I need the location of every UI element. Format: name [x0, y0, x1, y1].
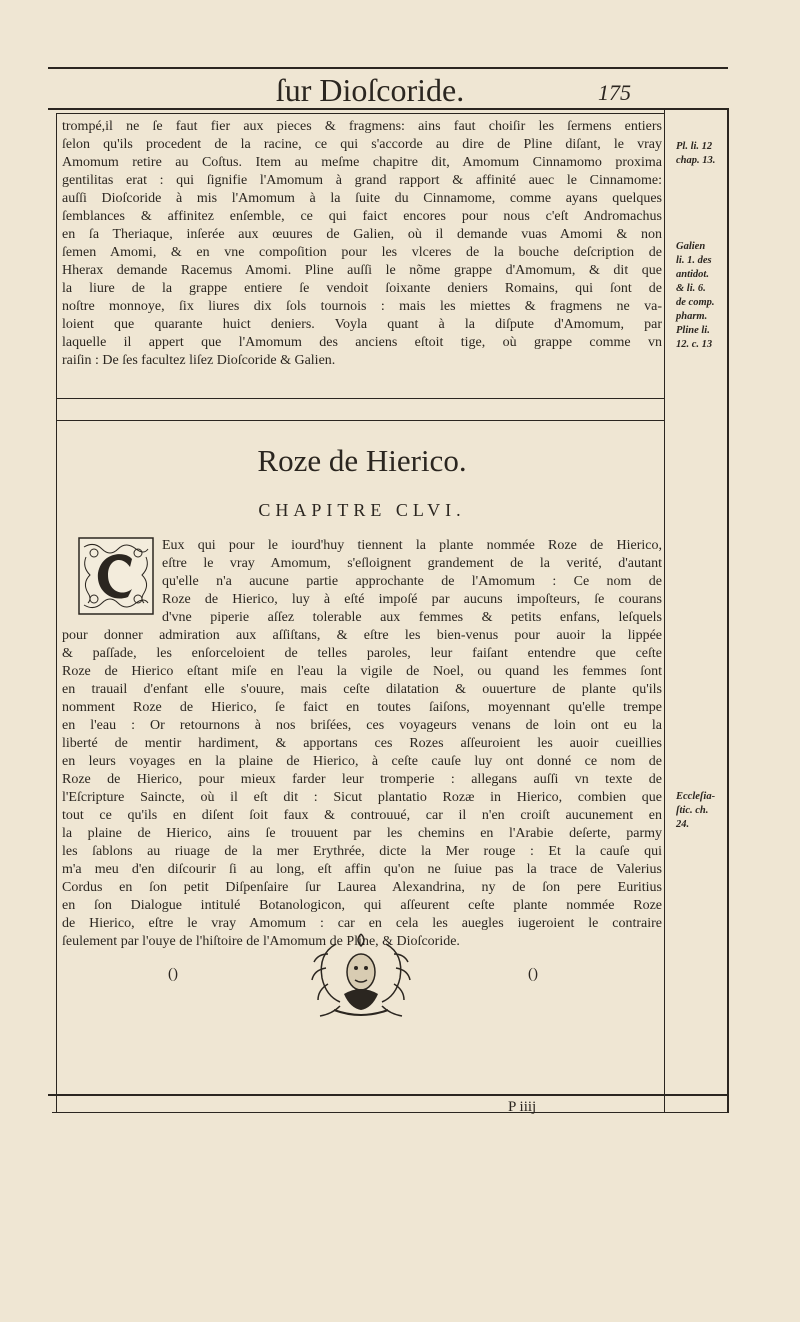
text-line: la plaine de Hierico, ains ſe trouuent par les chemins en l'Arabie deſerte, parmy: [62, 826, 662, 841]
text-line: en trauail d'enfant elle s'ouure, mais ceſte dilatation & ouuerture de plante qu'ils: [62, 682, 662, 697]
text-line: laquelle il appert que l'Amomum des anciens eſtoit tige, où grappe comme vn: [62, 335, 662, 350]
text-line: Roze de Hierico, pour mieux farder leur tromperie : allegans auſſi vn texte de: [62, 772, 662, 787]
sidenote-line: & li. 6.: [676, 283, 706, 294]
text-line: en ſa Theriaque, inſerée aux œuures de Galien, où il demande vuas Amomi & non: [62, 227, 662, 242]
running-title: ſur Dioſcoride.: [275, 72, 465, 108]
text-line: ſemen Amomi, & en vne compoſition pour les vlceres de la bouche deſcription de: [62, 245, 662, 260]
text-line: qu'elle n'a aucune partie approchante de l'Amomum : Ce nom de: [162, 574, 662, 589]
text-line: en ſon Dialogue intitulé Botanologicon, qui aſſeurent ceſte plante nommée Roze: [62, 898, 662, 913]
sidenote-line: antidot.: [676, 269, 709, 280]
header-rule: [48, 67, 728, 69]
page-number: 175: [598, 80, 631, 105]
text-line: Cordus en ſon petit Diſpenſaire ſur Laurea Alexandrina, ny de ſon pere Euritius: [62, 880, 662, 895]
text-line: Hherax demande Racemus Amomi. Pline auſſi le nõme grappe d'Amomum, & dit que: [62, 263, 662, 278]
text-line: tout ce qu'ils en diſent ſoit faux & controuué, car il n'en croiſt aucunement en: [62, 808, 662, 823]
sidenote-pline: [676, 140, 732, 168]
main-passage: [62, 537, 662, 951]
sidenote-line: ſtic. ch.: [676, 805, 709, 816]
text-line: d'vne piperie aſſez tolerable aux femmes & petits enfans, leſquels: [162, 610, 662, 625]
frame-bottom-thin-rule: [52, 1112, 728, 1113]
text-line: trompé,il ne ſe faut fier aux pieces & fragmens: ains faut choiſir les ſermens entiers: [62, 119, 662, 134]
tailpiece-ornament-icon: [306, 924, 416, 1024]
text-line: Eux qui pour le iourd'huy tiennent la plante nommée Roze de Hierico,: [162, 538, 662, 553]
text-line: raiſin : De ſes facultez liſez Dioſcoride & Galien.: [62, 353, 336, 368]
frame-inner-top-rule: [56, 113, 664, 114]
text-line: Roze de Hierico, luy à eſté impoſé par aucuns impoſteurs, ſe courans: [162, 592, 662, 607]
text-line: auſſi Dioſcoride à mis l'Amomum à la ſuite du Cinnamome, comme ayans quelques: [62, 191, 662, 206]
frame-top-rule: [48, 108, 728, 110]
text-line: les ſablons au riuage de la mer Erythrée, dicte la Mer rouge : Et la cauſe qui: [62, 844, 662, 859]
text-line: nomment Roze de Hierico, ſe faict en toutes ſaiſons, moyennant qu'elle trempe: [62, 700, 662, 715]
text-line: ſelon qu'ils procedent de la racine, ce qui s'accorde au dire de Pline diſant, le vray: [62, 137, 662, 152]
sidenote-line: pharm.: [676, 311, 708, 322]
sidenote-line: chap. 13.: [676, 155, 716, 166]
sidenote-line: li. 1. des: [676, 255, 712, 266]
sidenote-line: Galien: [676, 241, 706, 252]
text-line: de Hierico, eſtre le vray Amomum : car en cela les auegles iugeroient le contraire: [62, 916, 662, 931]
section-divider-1: [56, 398, 664, 399]
top-passage: [62, 118, 662, 370]
sidenote-galien: [676, 240, 732, 352]
sidenote-line: 24.: [676, 819, 690, 830]
sidenote-line: 12. c. 13: [676, 339, 713, 350]
text-line: & paſſade, les enſorceloient de telles paroles, leur faiſant entendre que ceſte: [62, 646, 662, 661]
text-line: noſtre monnoye, ſix liures dix ſols tournois : mais les miettes & fragmens ne va-: [62, 299, 662, 314]
text-line: loient que quarante huict deniers. Voyla quant à la diſpute d'Amomum, par: [62, 317, 662, 332]
text-line: pour donner admiration aux aſſiſtans, & eſtre les bien-venus pour auoir la lippée: [62, 628, 662, 643]
sidenote-line: Pl. li. 12: [676, 141, 713, 152]
text-line: ſemblances & affinitez enſemble, ce qui faict encores pour nous c'eſt Andromachus: [62, 209, 662, 224]
text-line: en l'eau : Or retournons à nos briſées, ces voyageurs venans de loin ont eu la: [62, 718, 662, 733]
text-line: eſtre le vray Amomum, s'eſloignent grandement de la verité, d'autant: [162, 556, 662, 571]
section-divider-2: [56, 420, 664, 421]
chapter-number: CHAPITRE CLVI.: [258, 500, 466, 520]
text-line: gentilitas erat : qui ſignifie l'Amomum à grand rapport & affinité auec le Cinnamome:: [62, 173, 662, 188]
sidenote-line: Pline li.: [676, 325, 710, 336]
signature-mark: P iiij: [508, 1099, 537, 1115]
text-line: Roze de Hierico eſtant miſe en l'eau la vigile de Noel, ou quand les femmes ſont: [62, 664, 662, 679]
text-line: l'Eſcripture Saincte, où il eſt dit : Sicut plantatio Rozæ in Hierico, combien que: [62, 790, 662, 805]
sidenote-ecclesiastic: [676, 790, 732, 832]
text-line: en leurs voyages en la plaine de Hierico, à ceſte cauſe luy ont donné ce nom de: [62, 754, 662, 769]
text-line: liberté de mentir hardiment, & apportans ces Rozes aſſeuroient les auoir cueillies: [62, 736, 662, 751]
text-line: ſeulement par l'ouye de l'hiſtoire de l'Amomum de Pline, & Dioſcoride.: [62, 934, 460, 949]
frame-left-rule: [56, 113, 57, 1113]
text-line: Amomum retire au Coſtus. Item au meſme chapitre dit, Amomum Cinnamomo proxima: [62, 155, 662, 170]
frame-margin-divider: [664, 108, 665, 1113]
ornament-mark-left: (): [168, 966, 178, 982]
sidenote-line: Eccleſia-: [676, 791, 716, 802]
ornament-mark-right: (): [528, 966, 538, 982]
frame-bottom-rule: [48, 1094, 728, 1096]
sidenote-line: de comp.: [676, 297, 715, 308]
text-line: m'a meu d'en diſcourir ſi au long, eſt affin qu'on ne ſuiue pas la trace de Valerius: [62, 862, 662, 877]
text-line: la liure de la grappe entiere ſe vendoit ſoixante deniers Romains, qui ſont de: [62, 281, 662, 296]
chapter-title: Roze de Hierico.: [257, 443, 467, 478]
